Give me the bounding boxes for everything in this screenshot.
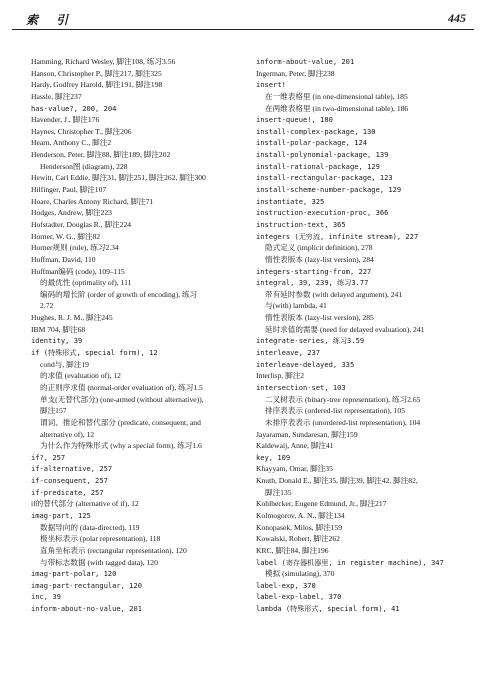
index-entry: Horner, W. G., 脚注82 (31, 231, 101, 241)
index-entry: if?, 257 (31, 452, 66, 462)
index-subentry: 的正则序求值 (normal-order evaluation of), 练习1.5 (40, 382, 203, 392)
index-subentry: 排序表表示 (ordered-list representation), 105 (265, 406, 406, 416)
index-entry: Hofstadter, Douglas R., 脚注224 (31, 219, 132, 229)
index-entry: if的替代部分 (alternative of if), 12 (31, 499, 139, 509)
index-entry: install-scheme-number-package, 129 (256, 185, 402, 195)
index-entry: Knuth, Donald E., 脚注35, 脚注39, 脚注42, 脚注82, (256, 476, 418, 486)
index-entry: install-polynomial-package, 139 (256, 150, 389, 160)
index-entry: Havender, J., 脚注176 (31, 115, 100, 125)
index-entry: Ingerman, Peter, 脚注238 (256, 68, 335, 78)
index-entry: KRC, 脚注84, 脚注196 (256, 545, 329, 555)
index-entry: Hewitt, Carl Eddie, 脚注31, 脚注251, 脚注262, 脚注300 (31, 173, 206, 183)
index-entry: Hoare, Charles Antony Richard, 脚注71 (31, 196, 154, 206)
index-entry: Henderson, Peter, 脚注88, 脚注189, 脚注202 (31, 150, 171, 160)
index-column-right (256, 56, 471, 615)
index-entry: if (特殊形式, special form), 12 (31, 348, 158, 358)
index-entry: identity, 39 (31, 336, 83, 346)
index-entry: Haynes, Christopher T., 脚注206 (31, 126, 132, 136)
index-subentry: 在一维表格里 (in one-dimensional table), 185 (265, 91, 408, 101)
index-entry: IBM 704, 脚注68 (31, 324, 86, 334)
index-subentry: 单支(无替代部分) (one-armed (without alternative)), (40, 394, 204, 404)
index-entry: inform-about-value, 201 (256, 57, 355, 66)
index-entry: if-alternative, 257 (31, 464, 113, 474)
index-entry: instruction-execution-proc, 366 (256, 208, 389, 218)
index-entry: interleave, 237 (256, 348, 321, 358)
page-number: 445 (448, 11, 466, 25)
index-entry: Hardy, Godfrey Harold, 脚注191, 脚注198 (31, 80, 163, 90)
index-entry: Jayaraman, Sundaresan, 脚注159 (256, 429, 358, 439)
index-entry: if-consequent, 257 (31, 476, 108, 486)
index-entry: install-polar-package, 124 (256, 138, 368, 148)
index-entry: Kohlbecker, Eugene Edmund, Jr., 脚注217 (256, 499, 387, 509)
index-entry: instruction-text, 365 (256, 219, 346, 229)
index-entry: Kolmogorov, A. N., 脚注134 (256, 510, 345, 520)
index-subentry: cond与, 脚注19 (40, 359, 89, 369)
index-subentry: 的最优性 (optimality of), 111 (40, 278, 132, 288)
index-entry: lambda (特殊形式, special form), 41 (256, 604, 400, 614)
index-subentry: 模拟 (simulating), 370 (265, 569, 335, 579)
index-subentry: 在两维表格里 (in two-dimensional table), 186 (265, 103, 409, 113)
index-entry: install-complex-package, 130 (256, 126, 376, 136)
index-entry: insert! (256, 80, 286, 90)
index-entry: Konopasek, Milos, 脚注159 (256, 522, 343, 532)
index-entry: install-rectangular-package, 123 (256, 173, 393, 183)
index-entry: intersection-set, 103 (256, 382, 346, 392)
index-entry: Hamming, Richard Wesley, 脚注108, 练习3.56 (31, 57, 176, 66)
index-subentry: 带有延时参数 (with delayed argument), 241 (265, 289, 403, 299)
index-subentry: 为什么作为特殊形式 (why a special form), 练习1.6 (40, 441, 202, 451)
index-entry: key, 109 (256, 452, 291, 462)
index-entry-continuation: 脚注135 (265, 487, 292, 497)
index-entry: Hanson, Christopher P., 脚注217, 脚注325 (31, 68, 162, 78)
index-subentry: 惰性表版本 (lazy-list version), 284 (265, 254, 374, 264)
index-subentry: Henderson图 (diagram), 228 (40, 161, 128, 171)
index-subentry: 与带标志数据 (with tagged data), 120 (40, 557, 158, 567)
page-header (12, 6, 474, 32)
index-entry: install-rational-package, 129 (256, 161, 380, 171)
index-entry: integrate-series, 练习3.59 (256, 336, 365, 346)
index-subentry: 二叉树表示 (binary-tree representation), 练习2.65 (265, 394, 421, 404)
index-entry: imag-part-rectangular, 120 (31, 580, 143, 590)
index-entry: integers (无穷流, infinite stream), 227 (256, 231, 419, 241)
index-column-left (31, 56, 251, 615)
index-subentry: 延时求值的需要 (need for delayed evaluation), 241 (265, 324, 425, 334)
index-entry: imag-part, 125 (31, 510, 91, 520)
index-subentry: 编码的增长阶 (order of growth of encoding), 练习 (40, 289, 198, 299)
index-subentry: 隐式定义 (implicit definition), 278 (265, 243, 373, 253)
index-entry: Hodges, Andrew, 脚注223 (31, 208, 112, 218)
index-entry: interleave-delayed, 335 (256, 359, 355, 369)
index-entry: imag-part-polar, 120 (31, 569, 117, 579)
index-subentry: 谓词、推论和替代部分 (predicate, consequent, and (40, 417, 201, 427)
index-entry: integers-starting-from, 227 (256, 266, 372, 276)
index-entry: label-exp-label, 370 (256, 592, 342, 602)
index-entry: if-predicate, 257 (31, 487, 104, 497)
header-rule (12, 29, 474, 30)
index-subentry: 与(with) lambda, 41 (265, 301, 327, 311)
index-entry: Khayyam, Omar, 脚注35 (256, 464, 333, 474)
index-subentry: 极坐标表示 (polar representation), 118 (40, 534, 161, 544)
index-entry: instantiate, 325 (256, 196, 325, 206)
index-entry: Hughes, R. J. M., 脚注245 (31, 313, 113, 323)
index-entry: Hearn, Anthony C., 脚注2 (31, 138, 112, 148)
index-entry-continuation: alternative of), 12 (40, 429, 95, 439)
index-entry: label-exp, 370 (256, 580, 316, 590)
index-entry-continuation: 脚注157 (40, 406, 67, 416)
index-entry-continuation: 2.72 (40, 301, 54, 311)
index-entry: insert-queue!, 180 (256, 115, 333, 125)
index-subentry: 惰性表版本 (lazy-list version), 285 (265, 313, 374, 323)
index-entry: Kaldewaij, Anne, 脚注41 (256, 441, 334, 451)
index-entry: integral, 39, 239, 练习3.77 (256, 278, 369, 288)
index-subentry: 未排序表表示 (unordered-list representation), 104 (265, 417, 421, 427)
index-entry: Huffman编码 (code), 109–115 (31, 266, 125, 276)
index-entry: Interlisp, 脚注2 (256, 371, 305, 381)
index-entry: Kowalski, Robert, 脚注262 (256, 534, 340, 544)
index-entry: Huffman, David, 110 (31, 254, 96, 264)
index-entry: Horner规则 (rule), 练习2.34 (31, 243, 119, 253)
index-subentry: 的求值 (evaluation of), 12 (40, 371, 121, 381)
index-entry: label (寄存器机器里, in register machine), 347 (256, 557, 444, 567)
index-subentry: 直角坐标表示 (rectangular representation), 120 (40, 545, 187, 555)
index-entry: inform-about-no-value, 201 (31, 604, 143, 614)
index-subentry: 数据导向的 (data-directed), 119 (40, 522, 140, 532)
running-head-title: 索引 (26, 13, 87, 27)
index-entry: Hilfinger, Paul, 脚注107 (31, 185, 107, 195)
index-entry: has-value?, 200, 204 (31, 103, 117, 113)
index-entry: Hassle, 脚注237 (31, 91, 82, 101)
index-entry: inc, 39 (31, 592, 61, 602)
